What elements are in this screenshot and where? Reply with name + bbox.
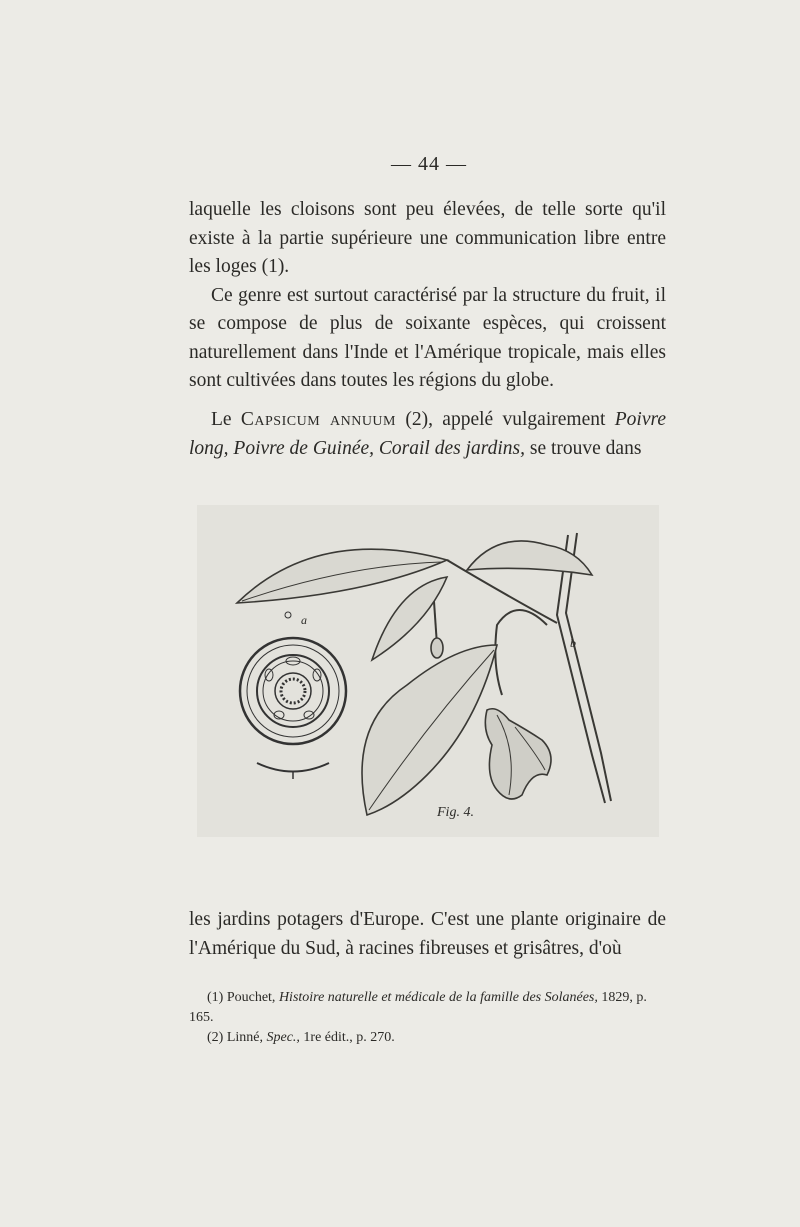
footnote-1-prefix: (1) Pouchet, [207,990,279,1005]
footnote-1-title: Histoire naturelle et médicale de la famille des Solanées, [278,990,598,1005]
figure-label-a: a [301,613,307,627]
paragraph-1: laquelle les cloisons sont peu élevées, de telle sorte qu'il existe à la partie supérieure une communication libre entre les loges (1). [189,199,666,277]
footnote-1 [189,988,666,1028]
flower-diagram [240,612,346,779]
paragraph-4: les jardins potagers d'Europe. C'est une plante originaire de l'Amérique du Sud, à racines fibreuses et grisâtres, d'où [189,909,666,959]
footnotes [189,988,666,1048]
figure-caption: Fig. 4. [437,805,474,820]
text-block-middle [189,406,666,463]
footnote-2-suffix: 1re édit., p. 270. [299,1030,395,1045]
figure-label-b: b [570,636,576,650]
text-block-bottom [189,906,666,963]
text-block-top [189,196,666,396]
paragraph-3 [189,406,666,463]
botanical-illustration [197,505,659,837]
common-names: Poivre long, Poivre de Guinée, Corail des jardins, [189,409,666,459]
footnote-1-suffix: 1829, p. 165. [189,990,647,1025]
footnote-2-title: Spec., [266,1030,300,1045]
paragraph-3-mid: (2), appelé vulgairement [396,409,615,430]
footnote-2 [189,1028,666,1048]
paragraph-2: Ce genre est surtout caractérisé par la structure du fruit, il se compose de plus de soixante espèces, qui croissent naturellement dans l'Inde et l'Amérique tropicale, mais elles sont cultivées dans toutes les régions du globe. [189,284,666,391]
paragraph-3-lead: Le [211,409,241,430]
capsicum-drawing [197,505,659,837]
paragraph-3-tail: se trouve dans [524,437,642,459]
species-name: Capsicum annuum [240,409,396,430]
page-number: — 44 — [391,153,467,175]
footnote-2-prefix: (2) Linné, [207,1030,267,1045]
